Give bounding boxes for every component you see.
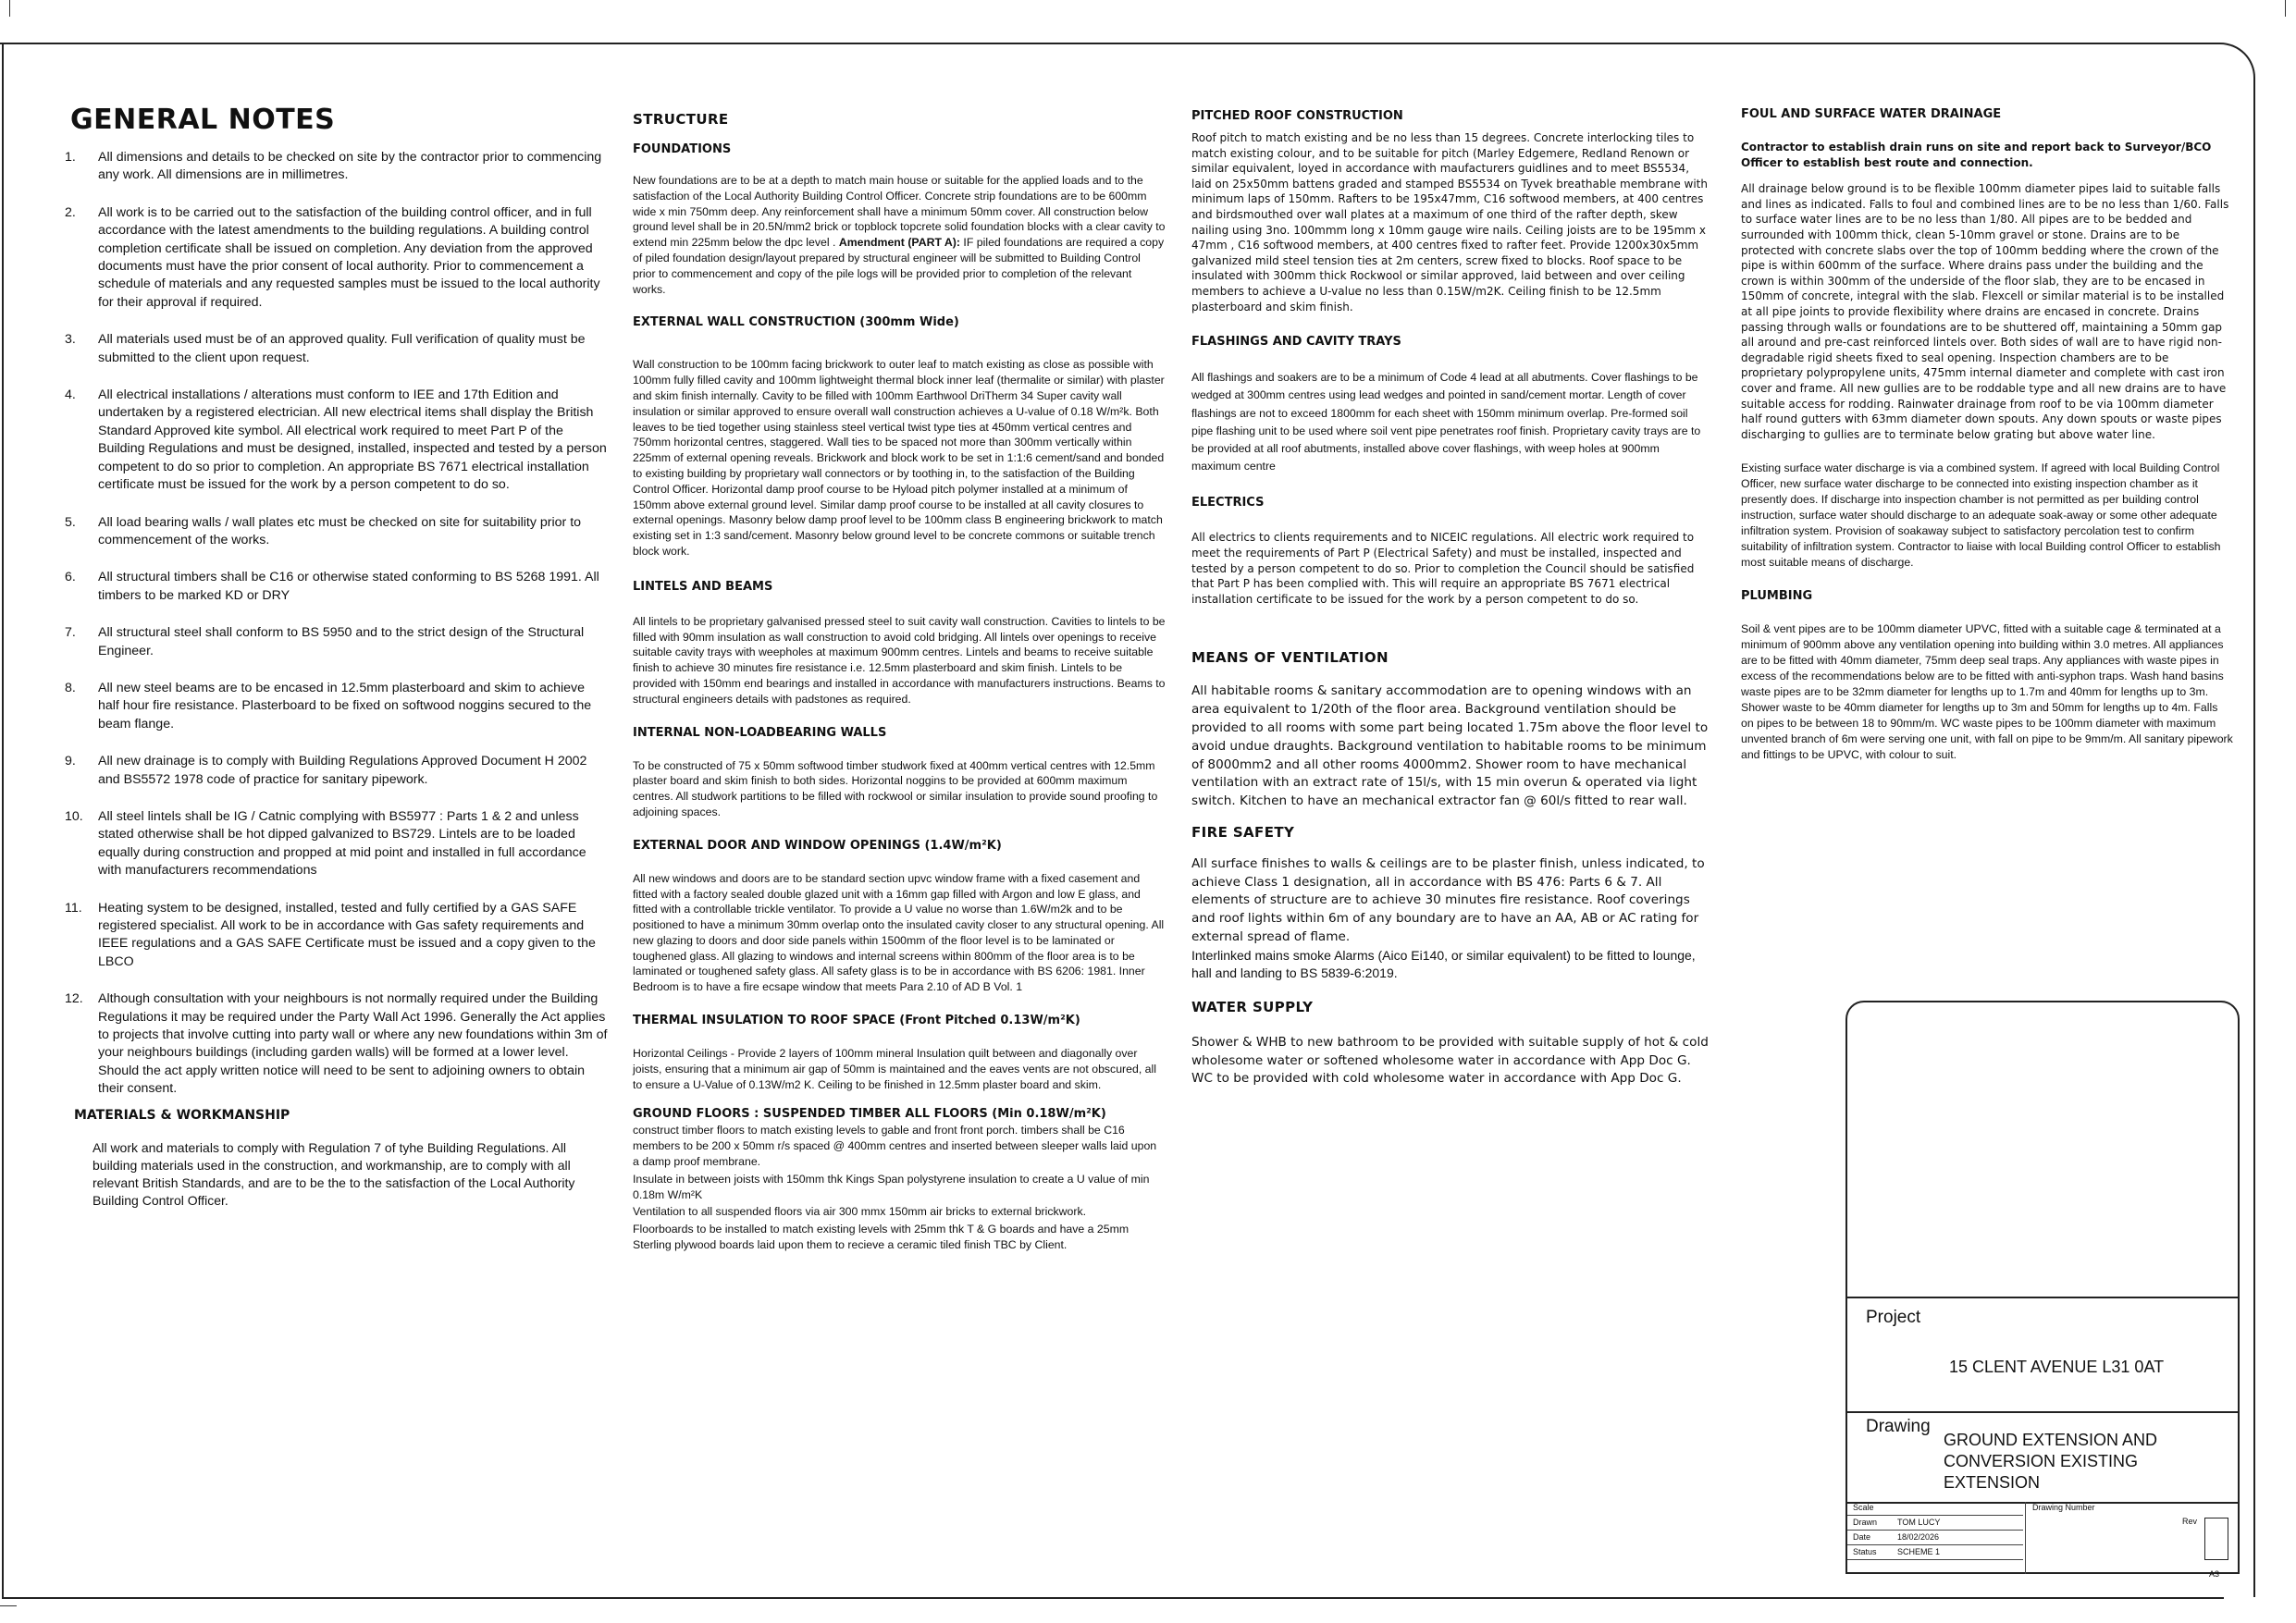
- drawn-row: Drawn TOM LUCY: [1853, 1518, 1941, 1527]
- plumbing-heading: PLUMBING: [1741, 589, 1813, 604]
- ground-floors-text-4: Floorboards to be installed to match existing levels with 25mm thk T & G boards and have a 25mm Sterling plywood boards laid upon them to recieve a ceramic tiled finish TBC by Client.: [633, 1223, 1129, 1252]
- crop-mark-bl: [0, 1605, 17, 1606]
- internal-walls-heading: INTERNAL NON-LOADBEARING WALLS: [633, 725, 887, 740]
- note-item: 12. Although consultation with your neighbours is not normally required under the Building Regulations it may be required under the Party Wall Act 1996. Generally the Act applies to projects that involve cutting into party wall or where any new foundations within 3m of your neighbours buildings (including garden walls) will be formed at a lower level. Should the act apply written notice will need to be sent to adjoining owners to obtain their consent.: [65, 991, 608, 1097]
- general-notes-column: [54, 104, 609, 1210]
- water-supply-text: Shower & WHB to new bathroom to be provided with suitable supply of hot & cold wholesome water or softened wholesome water in accordance with App Doc G. WC to be provided with cold wholesome water in accordance with App Doc G.: [1191, 1034, 1709, 1087]
- plumbing-text: Soil & vent pipes are to be 100mm diameter UPVC, fitted with a suitable cage & terminated at a minimum of 900mm above any ventilation opening into building within 3.0 metres. All appliances are to be fitted with 40mm diameter, 75mm deep seal traps. Any appliances with waste pipes in excess of the recommendations below are to be fitted with anti-syphon traps. Wash hand basins waste pipes are to be 32mm diameter for lengths up to 1.7m and 40mm for lengths up to 3m. Shower waste to be 40mm diameter for lengths up to 3m and 50mm for lengths up to 4m. Falls on pipes to be between 18 to 90mm/m. WC waste pipes to be 100mm diameter with maximum unvented branch of 6m were serving one unit, with fall on pipe to be 9mm/m. All sanitary pipework and fittings to be UPVC, with colour to suit.: [1741, 622, 2233, 762]
- note-item: 3. All materials used must be of an approved quality. Full verification of quality must be submitted to the client upon request.: [65, 332, 586, 365]
- roof-insulation-text: Horizontal Ceilings - Provide 2 layers of 100mm mineral Insulation quilt between and diagonally over joists, ensuring that a minimum air gap of 50mm is maintained and the eaves vents are not obscured, all to ensure a U-Value of 0.13W/m2 K. Ceiling to be finished in 12.5mm plaster board and skim.: [633, 1047, 1156, 1091]
- ground-floors-heading: GROUND FLOORS : SUSPENDED TIMBER ALL FLOORS (Min 0.18W/m²K): [633, 1107, 1106, 1122]
- drainage-contractor-note: Contractor to establish drain runs on site and report back to Surveyor/BCO Officer to establish best route and connection.: [1741, 141, 2212, 169]
- status-row: Status SCHEME 1: [1853, 1547, 1941, 1556]
- sheet-corner-curve: [2216, 43, 2255, 81]
- electrics-text: All electrics to clients requirements and to NICEIC regulations. All electric work required to meet the requirements of Part P (Electrical Safety) and must be installed, inspected and tested by a person competent to do so. Prior to completion the Council should be satisfied that Part P has been complied with. This will require an appropriate BS 7671 electrical installation certificate to be issued for the work by a person competent to do so.: [1191, 531, 1695, 606]
- project-label: Project: [1866, 1308, 1921, 1327]
- note-item: 9. All new drainage is to comply with Building Regulations Approved Document H 2002 and BS5572 1978 code of practice for sanitary pipework.: [65, 754, 587, 787]
- materials-text: All work and materials to comply with Regulation 7 of tyhe Building Regulations. All building materials used in the construction, and workmanship, are to comply with all relevant British Standards, and are to be the to the satisfaction of the Local Authority Building Control Officer.: [93, 1139, 575, 1208]
- ventilation-text: All habitable rooms & sanitary accommodation are to opening windows with an area equivalent to 1/20th of the floor area. Background ventilation should be provided to all rooms with some part being located 1.75m above the floor level to avoid undue draughts. Background ventilation to habitable rooms to be minimum of 8000mm2 and all other rooms 4000mm2. Shower room to have mechanical ventilation with an extract rate of 15l/s, with 15 min overun & operated via light switch. Kitchen to have an mechanical extractor fan @ 60l/s fitted to rear wall.: [1191, 683, 1709, 809]
- surface-water-text: Existing surface water discharge is via a combined system. If agreed with local Building Control Officer, new surface water discharge to be connected into existing inspection chamber as it presently does. If discharge into inspection chamber is not permitted as per building control instruction, surface water should discharge to an adequate soak-away or some other adequate infiltration system. Provision of soakaway subject to satisfactory percolation test to confirm suitability of infiltration system. Contractor to liaise with local Building control Officer to establish most suitable means of discharge.: [1741, 461, 2221, 570]
- drawing-label: Drawing: [1866, 1417, 1931, 1436]
- meta-rule: [1847, 1515, 2023, 1516]
- ground-floors-text-2: Insulate in between joists with 150mm thk Kings Span polystyrene insulation to create a U value of min 0.18m W/m²K: [633, 1172, 1150, 1201]
- general-notes-title: GENERAL NOTES: [70, 104, 336, 136]
- crop-mark-tr: [2285, 0, 2286, 17]
- openings-heading: EXTERNAL DOOR AND WINDOW OPENINGS (1.4W/m²K): [633, 838, 1002, 853]
- lintels-heading: LINTELS AND BEAMS: [633, 579, 773, 594]
- note-item: 10. All steel lintels shall be IG / Catnic complying with BS5977 : Parts 1 & 2 and unless stated otherwise shall be hot dipped galvanized to BS729. Lintels are to be loaded equally during construction and propped at mid point and installed in full accordance with manufacturers recommendations: [65, 808, 586, 879]
- ventilation-heading: MEANS OF VENTILATION: [1191, 649, 1389, 667]
- sheet-border-right: [2253, 78, 2255, 1597]
- meta-rule: [1847, 1530, 2023, 1531]
- lintels-text: All lintels to be proprietary galvanised pressed steel to suit cavity wall construction. Cavities to lintels to be filled with 90mm insulation as wall construction to avoid cold bridging. All lintels over openings to receive suitable cavity trays with weepholes at maximum 900mm centres. Lintels and beams to receive suitable finish to achieve 30 minutes fire resistance i.e. 12.5mm plasterboard and skim finish. Lintels to be provided with 150mm end bearings and installed in accordance with manufacturers instructions. Beams to structural engineers details with padstones as required.: [633, 614, 1166, 706]
- rev-label: Rev: [2182, 1517, 2198, 1526]
- note-item: 4. All electrical installations / alterations must conform to IEE and 17th Edition and undertaken by a registered electrician. All new electrical items shall display the British Standard Approved kite symbol. All electrical work required to meet Part P of the Building Regulations and must be designed, installed, inspected and tested by a person competent to do so prior to completion. An appropriate BS 7671 electrical installation certificate must be issued for the work by a person competent to do so.: [65, 387, 607, 493]
- drainage-text: All drainage below ground is to be flexible 100mm diameter pipes laid to suitable falls and lines as indicated. Falls to foul and combined lines are to be no less than 1/60. Falls to surface water lines are to be no less than 1/80. All pipes are to be bedded and surrounded with 100mm thick, clean 5-10mm gravel or stone. Drains are to be protected with concrete slabs over the top of 100mm bedding where the crown of the pipe is within 600mm of the surface. Where drains pass under the building and the crown is within 300mm of the underside of the floor slab, they are to be encased in 150mm of concrete, integral with the slab. Flexcell or similar material is to be installed at all pipe joints to provide flexibility where drains are encased in concrete. Drains passing through walls or foundations are to be shuttered off, maintaining a 50mm gap all around and pre-cast reinforced lintels over. Both sides of wall are to have rigid non-degradable rigid sheets fixed to seal opening. Inspection chambers are to be proprietary polypropylene units, 475mm internal diameter and complete with cast iron cover and frame. All new gullies are to be roddable type and all new drains are to have suitable access for rodding. Rainwater drainage from roof to be via 100mm diameter half round gutters with 63mm diameter down spouts. Any down spouts or waste pipes discharging to gullies are to terminate below grating but above water line.: [1741, 182, 2229, 441]
- drainage-column: [1741, 107, 2233, 781]
- project-address: 15 CLENT AVENUE L31 0AT: [1949, 1358, 2165, 1376]
- rev-box: [2204, 1518, 2228, 1560]
- roof-insulation-heading: THERMAL INSULATION TO ROOF SPACE (Front Pitched 0.13W/m²K): [633, 1014, 1080, 1028]
- drainage-heading: FOUL AND SURFACE WATER DRAINAGE: [1741, 107, 2002, 121]
- pitched-roof-text: Roof pitch to match existing and be no less than 15 degrees. Concrete interlocking tiles to match existing colour, and to be suitable for pitch (Marley Edgemere, Redland Renown or similar equivalent, loyed in accordance with maufacturers guidlines and to meet BS5534, laid on 25x50mm battens graded and stamped BS5534 on Tyvek breathable membrane with minimum laps of 150mm. Rafters to be 195x47mm, C16 softwood members, at 400 centres and birdsmouthed over wall plates at a maximum of one third of the rafter depth, skew nailing using 3no. 100mmm long x 10mm gauge wire nails. Ceiling joists are to be 195mm x 47mm , C16 softwood members, at 400 centres fixed to rafter feet. Provide 1200x30x5mm galvanized mild steel tension ties at 2m centers, screw fixed to blocks. Roof space to be insulated with 300mm thick Rockwool or similar approved, laid between and over ceiling members to achieve a U-value no less than 0.15W/m2K. Ceiling finish to be 12.5mm plasterboard and skim finish.: [1191, 131, 1708, 314]
- structure-heading: STRUCTURE: [633, 111, 729, 128]
- ground-floors-text-1: construct timber floors to match existing levels to gable and front front porch. timbers shall be C16 members to be 200 x 50mm r/s spaced @ 400mm centres and inserted between sleeper walls laid upon a damp proof membrane.: [633, 1124, 1157, 1169]
- external-wall-heading: EXTERNAL WALL CONSTRUCTION (300mm Wide): [633, 315, 959, 330]
- sheet-size: A3: [2209, 1569, 2220, 1579]
- crop-mark-tl: [9, 0, 10, 17]
- construction-column: [1191, 109, 1710, 1107]
- title-block: [1845, 1001, 2240, 1574]
- note-item: 1. All dimensions and details to be checked on site by the contractor prior to commencing any work. All dimensions are in millimetres.: [65, 150, 602, 183]
- drawing-number-label: Drawing Number: [2032, 1503, 2095, 1512]
- meta-rule: [1847, 1544, 2023, 1545]
- drawing-title: GROUND EXTENSION AND CONVERSION EXISTING EXTENSION: [1944, 1431, 2158, 1492]
- ground-floors-text-3: Ventilation to all suspended floors via air 300 mmx 150mm air bricks to external brickwork.: [633, 1205, 1087, 1219]
- date-row: Date 18/02/2026: [1853, 1532, 1940, 1542]
- note-item: 11. Heating system to be designed, installed, tested and fully certified by a GAS SAFE registered specialist. All work to be in accordance with Gas safety requirements and IEEE regulations and a GAS SAFE Certificate must be issued and a copy given to the LBCO: [65, 900, 596, 969]
- materials-heading: MATERIALS & WORKMANSHIP: [74, 1107, 290, 1123]
- foundations-text: New foundations are to be at a depth to match main house or suitable for the applied loads and to the satisfaction of the Local Authority Building Control Officer. Concrete strip foundations are to be 600mm wide x min 750mm deep. Any reinforcement shall have a minimum 50mm cover. All construction below ground level shall be in 20.5N/mm2 brick or topblock topcrete solid foundation blocks with a clear cavity to extend min 225mm below the dpc level . Amendment (PART A): IF piled foundations are required a copy of piled foundation design/layout prepared by structural engineer will be submitted to Building Control prior to commencement and copy of the pile logs will be provided prior to completion of the relevant works.: [633, 174, 1166, 296]
- structure-column: [633, 111, 1166, 1272]
- fire-safety-text: All surface finishes to walls & ceilings are to be plaster finish, unless indicated, to achieve Class 1 designation, all in accordance with BS 476: Parts 6 & 7. All elements of structure are to achieve 30 minutes fire resistance. Roof coverings and roof lights within 6m of any boundary are to have an AA, AB or AC rating for external spread of flame.: [1191, 855, 1705, 945]
- note-item: 8. All new steel beams are to be encased in 12.5mm plasterboard and skim to achieve half hour fire resistance. Plasterboard to be fixed on softwood noggins secured to the beam flange.: [65, 680, 592, 732]
- note-item: 6. All structural timbers shall be C16 or otherwise stated conforming to BS 5268 1991. All timbers to be marked KD or DRY: [65, 570, 599, 603]
- openings-text: All new windows and doors are to be standard section upvc window frame with a fixed casement and fitted with a factory sealed double glazed unit with a 16mm gap filled with Argon and low E glass, and fitted with a controllable trickle ventilator. To provide a U value no worse than 1.6W/m2k and to be positioned to have a minimum 30mm overlap onto the insulated cavity closer to any structural opening. All new glazing to doors and door side panels within 1500mm of the floor level is to be laminated or toughened glass. All glazing to windows and internal screens within 800mm of the floor area is to be laminated or toughened safety glass. All safety glass is to be in accordance with BS 6206: 1981. Inner Bedroom is to have a fire ecsape window that meets Para 2.10 of AD B Vol. 1: [633, 871, 1165, 994]
- water-supply-heading: WATER SUPPLY: [1191, 998, 1314, 1015]
- general-notes-list: [54, 149, 609, 1099]
- scale-row: Scale: [1853, 1503, 1874, 1512]
- title-block-divider: [1847, 1411, 2238, 1413]
- internal-walls-text: To be constructed of 75 x 50mm softwood timber studwork fixed at 400mm vertical centres with 12.5mm plaster board and skim finish to both sides. Horizontal noggins to be provided at 600mm maximum centres. All studwork partitions to be filled with rockwool or similar insulation to provide sound proofing to adjoining spaces.: [633, 758, 1158, 818]
- title-block-column-divider: [2025, 1502, 2026, 1574]
- pitched-roof-heading: PITCHED ROOF CONSTRUCTION: [1191, 109, 1403, 123]
- foundations-heading: FOUNDATIONS: [633, 142, 732, 156]
- external-wall-text: Wall construction to be 100mm facing brickwork to outer leaf to match existing as close as possible with 100mm fully filled cavity and 100mm lightweight thermal block inner leaf (thermalite or similar) with plaster and skim finish internally. Cavity to be filled with 100mm Earthwool DriTherm 34 Super cavity wall insulation or similar approved to ensure overall wall construction achieves a U-value of 0.18 W/m²k. Both leaves to be tied together using stainless steel vertical twist type ties at 450mm vertical centres and 750mm horizontal centres, staggered. Wall ties to be spaced not more than 300mm vertically within 225mm of external opening reveals. Brickwork and block work to be set in 1:1:6 cement/sand and bonded to existing building by proprietary wall connectors or by toothing in, to the satisfaction of the Building Control Officer. Horizontal damp proof course to be Hyload pitch polymer installed at a minimum of 150mm above external ground level. Similar damp proof course to be installed at all cavity closures to external openings. Masonry below damp proof level to be 100mm class B engineering brickwork to match existing set in 1:3 sand/cement. Masonry below ground level to be concrete commons or suitable trench block work.: [633, 358, 1165, 558]
- meta-rule: [1847, 1559, 2023, 1560]
- note-item: 2. All work is to be carried out to the satisfaction of the building control officer, and in full accordance with the latest amendments to the building regulations. A building control completion certificate shall be issued on completion. Any deviation from the approved documents must have the prior consent of local authority. Prior to commencement a schedule of materials and any requested samples must be issued to the local authority for their approval if required.: [65, 204, 600, 310]
- note-item: 5. All load bearing walls / wall plates etc must be checked on site for suitability prior to commencement of the works.: [65, 514, 582, 547]
- fire-safety-heading: FIRE SAFETY: [1191, 823, 1295, 841]
- flashings-heading: FLASHINGS AND CAVITY TRAYS: [1191, 335, 1401, 350]
- electrics-heading: ELECTRICS: [1191, 496, 1265, 510]
- fire-safety-text-2: Interlinked mains smoke Alarms (Aico Ei140, or similar equivalent) to be fitted to lounge, hall and landing to BS 5839-6:2019.: [1191, 947, 1696, 980]
- flashings-text: All flashings and soakers are to be a minimum of Code 4 lead at all abutments. Cover flashings to be wedged at 300mm centres using lead wedges and pointed in sand/cement mortar. Length of cover flashings are not to exceed 1800mm for each sheet with 150mm minimum overlap. Pre-formed soil pipe flashing unit to be used where soil vent pipe penetrates roof finish. Proprietary cavity trays are to be provided at all roof abutments, installed above cover flashings, with weep holes at 900mm maximum centre: [1191, 371, 1701, 473]
- title-block-divider: [1847, 1297, 2238, 1298]
- note-item: 7. All structural steel shall conform to BS 5950 and to the strict design of the Structural Engineer.: [65, 625, 585, 658]
